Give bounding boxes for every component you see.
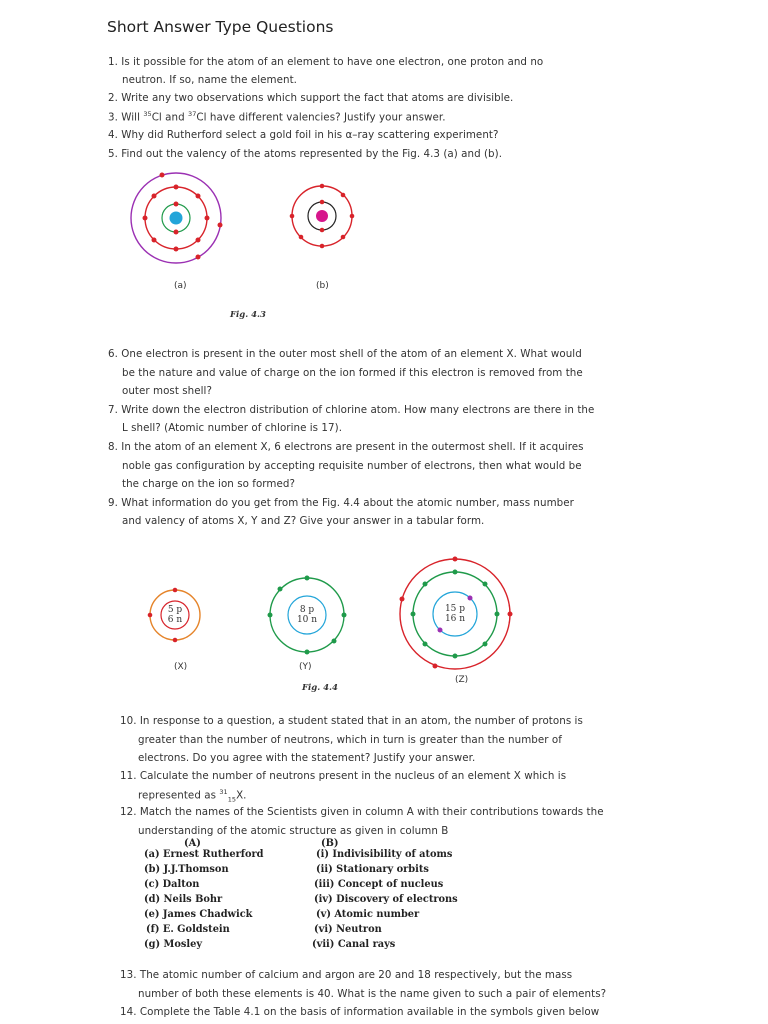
match-col-b-header: (B) bbox=[321, 838, 339, 849]
question-7-line-1: 7. Write down the electron distribution of chlorine atom. How many electrons are there in the bbox=[108, 404, 595, 416]
match-a-item: (f) E. Goldstein bbox=[146, 924, 230, 935]
question-9-line-1: 9. What information do you get from the Fig. 4.4 about the atomic number, mass number bbox=[108, 497, 574, 509]
fig-4-3-label-b: (b) bbox=[316, 281, 329, 291]
match-a-item: (g) Mosley bbox=[144, 939, 203, 950]
q3-mid: Cl and bbox=[151, 111, 189, 124]
fig-4-3-atom-b bbox=[290, 184, 354, 248]
electron bbox=[173, 588, 178, 593]
z-neutrons: 16 n bbox=[444, 614, 466, 624]
match-a-item: (e) James Chadwick bbox=[144, 909, 253, 920]
nucleus bbox=[316, 210, 328, 222]
q3-sup-37: 37 bbox=[188, 110, 197, 118]
question-11-line-2 bbox=[138, 788, 247, 803]
question-1-line-2: neutron. If so, name the element. bbox=[122, 74, 297, 86]
question-3 bbox=[108, 110, 446, 123]
question-8-line-3: the charge on the ion so formed? bbox=[122, 478, 295, 490]
q11-sub: 15 bbox=[227, 795, 237, 804]
z-protons: 15 p bbox=[444, 604, 466, 614]
q11-pre: represented as bbox=[138, 789, 220, 802]
match-b-item: (vii) Canal rays bbox=[312, 939, 396, 950]
y-neutrons: 10 n bbox=[296, 615, 318, 625]
fig-4-4-label-x: (X) bbox=[174, 662, 188, 672]
q11-sup: 31 bbox=[219, 788, 228, 796]
question-1-line-1: 1. Is it possible for the atom of an element to have one electron, one proton and no bbox=[108, 56, 544, 68]
match-b-item: (ii) Stationary orbits bbox=[316, 864, 429, 875]
question-14-line-1: 14. Complete the Table 4.1 on the basis of information available in the symbols given below bbox=[120, 1006, 600, 1018]
match-b-item: (i) Indivisibility of atoms bbox=[316, 849, 453, 860]
nucleus bbox=[170, 212, 183, 225]
match-b-item: (vi) Neutron bbox=[314, 924, 382, 935]
question-4: 4. Why did Rutherford select a gold foil in his α–ray scattering experiment? bbox=[108, 129, 499, 141]
electron-inner bbox=[468, 596, 473, 601]
fig-4-4-atom-z bbox=[398, 557, 512, 671]
question-11-line-1: 11. Calculate the number of neutrons present in the nucleus of an element X which is bbox=[120, 770, 567, 782]
question-10-line-3: electrons. Do you agree with the statement? Justify your answer. bbox=[138, 752, 476, 764]
question-12-line-1: 12. Match the names of the Scientists given in column A with their contributions towards the bbox=[120, 806, 604, 818]
match-a-item: (b) J.J.Thomson bbox=[144, 864, 229, 875]
match-b-item: (iii) Concept of nucleus bbox=[314, 879, 444, 890]
x-protons: 5 p bbox=[167, 605, 183, 615]
question-8-line-1: 8. In the atom of an element X, 6 electrons are present in the outermost shell. If it acquires bbox=[108, 441, 584, 453]
question-12-line-2: understanding of the atomic structure as given in column B bbox=[138, 825, 449, 837]
q3-pre: 3. Will bbox=[108, 111, 144, 124]
question-10-line-2: greater than the number of neutrons, which in turn is greater than the number of bbox=[138, 734, 562, 746]
electron bbox=[173, 638, 178, 643]
match-b-item: (v) Atomic number bbox=[316, 909, 420, 920]
question-6-line-3: outer most shell? bbox=[122, 385, 212, 397]
fig-4-4-label-z: (Z) bbox=[455, 675, 469, 685]
question-8-line-2: noble gas configuration by accepting requisite number of electrons, then what would be bbox=[122, 460, 582, 472]
fig-4-3-caption: Fig. 4.3 bbox=[230, 310, 266, 320]
q3-post: Cl have different valencies? Justify your answer. bbox=[196, 111, 446, 124]
q3-sup-35: 35 bbox=[143, 110, 152, 118]
question-5: 5. Find out the valency of the atoms represented by the Fig. 4.3 (a) and (b). bbox=[108, 148, 503, 160]
question-13-line-2: number of both these elements is 40. What is the name given to such a pair of elements? bbox=[138, 988, 607, 1000]
question-7-line-2: L shell? (Atomic number of chlorine is 17). bbox=[122, 422, 343, 434]
electron-inner bbox=[438, 628, 443, 633]
match-a-item: (a) Ernest Rutherford bbox=[144, 849, 264, 860]
question-6-line-1: 6. One electron is present in the outer most shell of the atom of an element X. What would bbox=[108, 348, 582, 360]
match-a-item: (c) Dalton bbox=[144, 879, 200, 890]
match-b-item: (iv) Discovery of electrons bbox=[314, 894, 458, 905]
fig-4-3-label-a: (a) bbox=[174, 281, 187, 291]
page-title: Short Answer Type Questions bbox=[107, 18, 334, 36]
fig-4-4-label-y: (Y) bbox=[299, 662, 312, 672]
fig-4-4-atom-y bbox=[268, 576, 346, 654]
fig-4-4-atom-x bbox=[148, 588, 202, 642]
fig-4-3-atom-a bbox=[128, 170, 224, 266]
question-6-line-2: be the nature and value of charge on the ion formed if this electron is removed from the bbox=[122, 367, 583, 379]
question-2: 2. Write any two observations which support the fact that atoms are divisible. bbox=[108, 92, 514, 104]
fig-4-4-caption: Fig. 4.4 bbox=[302, 683, 338, 693]
question-10-line-1: 10. In response to a question, a student stated that in an atom, the number of protons is bbox=[120, 715, 583, 727]
x-neutrons: 6 n bbox=[167, 615, 183, 625]
match-a-item: (d) Neils Bohr bbox=[144, 894, 223, 905]
question-9-line-2: and valency of atoms X, Y and Z? Give your answer in a tabular form. bbox=[122, 515, 485, 527]
match-col-a-header: (A) bbox=[184, 838, 201, 849]
question-13-line-1: 13. The atomic number of calcium and argon are 20 and 18 respectively, but the mass bbox=[120, 969, 573, 981]
q11-post: X. bbox=[236, 789, 247, 802]
y-protons: 8 p bbox=[299, 605, 315, 615]
electron bbox=[148, 613, 153, 618]
